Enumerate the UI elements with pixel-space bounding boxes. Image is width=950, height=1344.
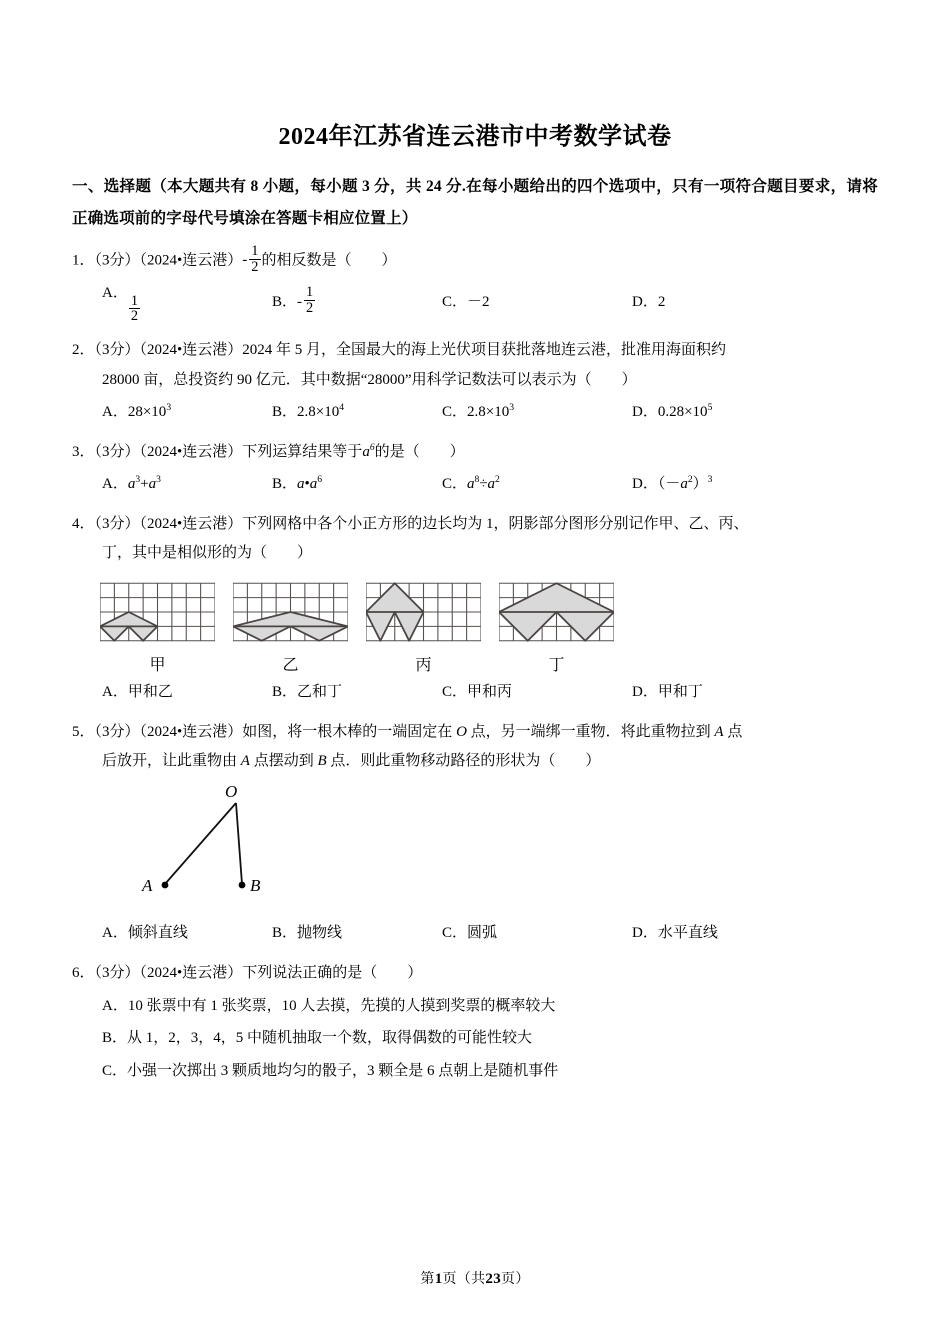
option-5-c[interactable] [442,918,632,948]
footer-suffix: 页） [501,1272,530,1287]
point-b-dot [239,881,246,888]
option-2-b[interactable] [272,397,442,427]
page-title: 2024年江苏省连云港市中考数学试卷 [278,124,672,150]
exponent: 2 [495,474,500,486]
figure-ding-svg [499,581,614,643]
footer-middle: 页（共 [442,1272,486,1287]
option-label: A． [102,285,128,302]
exponent: 6 [369,441,375,453]
option-text: 抛物线 [297,924,343,941]
question-6 [72,959,878,1087]
question-2-number: 2． [72,342,95,359]
q5-line2-post: 点．则此重物移动路径的形状为（ ） [326,753,601,770]
option-label: D． [632,293,658,310]
question-5-source: （2024•连云港） [139,724,243,741]
option-label: B． [272,293,298,310]
option-1-b[interactable] [272,284,442,317]
question-3-number: 3． [72,443,95,460]
option-text: 2.8×10 [297,403,340,420]
exponent: 2 [687,474,693,486]
option-3-c[interactable] [442,469,632,499]
question-1-options [72,278,878,325]
operator: ÷ [479,476,488,493]
option-1-a[interactable] [102,278,272,325]
question-4-stem [72,510,878,539]
question-1-number: 1． [72,252,95,269]
option-1-c[interactable] [442,287,632,317]
variable-a: a [487,476,496,493]
pendulum-label-o: O [225,782,238,801]
option-4-d[interactable] [632,677,812,707]
variable-a: a [467,476,475,493]
question-3-source: （2024•连云港） [139,443,243,460]
question-3-score: （3分） [94,443,140,460]
question-5-figure [72,783,878,916]
option-label: B． [272,924,298,941]
operator: + [140,476,149,493]
point-a-label: A [714,724,724,741]
question-1-stem [72,243,878,276]
pendulum-rod-b [236,803,242,884]
question-3-stem [72,438,878,467]
question-6-stem-text: 下列说法正确的是（ ） [242,964,423,981]
figure-jia [100,581,215,675]
question-3-stem-post: 的是（ ） [374,443,465,460]
question-4-line2: 丁，其中是相似形的为（ ） [102,545,313,562]
option-text: －2 [467,293,490,310]
question-2-stem [72,336,878,365]
exponent: 3 [707,474,713,486]
question-1 [72,243,878,326]
denominator: 2 [306,299,314,316]
question-5-line2 [72,747,878,776]
option-text: 2.8×10 [467,403,510,420]
option-label: D． [632,924,658,941]
question-2-line2: 28000 亩，总投资约 90 亿元．其中数据“28000”用科学记数法可以表示为（ ） [102,371,637,388]
question-1-stem-tail: 的相反数是（ ） [261,252,397,269]
footer-page-number: 1 [434,1271,443,1287]
question-1-score: （3分） [94,252,140,269]
figure-bing [366,581,481,675]
question-6-score: （3分） [94,964,140,981]
option-5-b[interactable] [272,918,442,948]
option-text: 小强一次掷出 3 颗质地均匀的骰子，3 颗全是 6 点朝上是随机事件 [127,1062,559,1079]
option-text: 乙和丁 [297,684,343,701]
question-4-score: （3分） [94,516,140,533]
option-label: B． [272,403,298,420]
question-2 [72,336,878,427]
question-4 [72,510,878,707]
question-4-options [72,677,878,707]
option-text: 甲和丙 [467,684,513,701]
option-3-b[interactable] [272,469,442,499]
question-2-source: （2024•连云港） [139,342,243,359]
figure-bing-svg [366,581,481,643]
question-5-stem [72,718,878,747]
option-text: 2 [657,293,666,310]
denominator: 2 [130,308,139,325]
option-label: A． [102,998,128,1015]
numerator: 1 [251,243,259,260]
question-6-stem [72,959,878,988]
point-a-label: A [240,753,250,770]
denominator: 2 [251,258,259,275]
figure-ding-caption: 丁 [548,656,565,674]
exponent: 3 [135,474,141,486]
question-5-line1-post: 点，另一端绑一重物．将此重物拉到 [466,724,715,741]
question-5-line1-end: 点 [723,724,743,741]
pendulum-label-b: B [250,875,261,895]
numerator: 1 [306,284,314,301]
option-label: B． [272,476,298,493]
question-6-number: 6． [72,964,95,981]
option-label: B． [102,1030,128,1047]
exponent: 3 [509,401,515,413]
option-2-c[interactable] [442,397,632,427]
question-5-score: （3分） [94,724,140,741]
option-6-a[interactable] [102,990,878,1022]
exponent: 8 [474,474,480,486]
q5-line2-pre: 后放开，让此重物由 [102,753,241,770]
option-4-b[interactable] [272,677,442,707]
variable-a: a [362,443,370,460]
exponent: 6 [317,474,323,486]
figure-yi [233,581,348,675]
question-1-math [242,243,261,276]
option-2-d[interactable] [632,397,812,427]
variable-a: a [127,476,136,493]
option-4-a[interactable] [102,677,272,707]
option-label: B． [272,684,298,701]
question-4-source: （2024•连云港） [139,516,243,533]
point-b-label: B [317,753,327,770]
exponent: 5 [707,401,713,413]
option-label: C． [442,403,468,420]
question-2-line1: 2024 年 5 月，全国最大的海上光伏项目获批落地连云港，批准用海面积约 [242,342,727,359]
question-2-score: （3分） [94,342,140,359]
minus-sign: - [297,293,303,310]
question-6-source: （2024•连云港） [139,964,243,981]
option-6-c[interactable] [102,1055,878,1087]
question-4-number: 4． [72,516,95,533]
figure-jia-caption: 甲 [149,656,166,674]
footer-prefix: 第 [420,1272,435,1287]
page-footer [0,1268,950,1288]
point-o-label: O [456,724,467,741]
question-5-number: 5． [72,724,95,741]
pendulum-rod-a [165,803,236,884]
option-label: C． [442,293,468,310]
option-text: 倾斜直线 [127,924,188,941]
option-label: C． [102,1062,128,1079]
operator: • [304,476,310,493]
open-paren: （－ [657,476,681,493]
variable-a: a [309,476,318,493]
figure-bing-caption: 丙 [415,656,432,674]
option-3-d[interactable] [632,469,812,499]
question-6-options [72,990,878,1087]
question-3-stem-pre: 下列运算结果等于 [242,443,363,460]
question-3 [72,438,878,499]
question-2-options [72,397,878,427]
exponent: 4 [339,401,345,413]
question-1-source: （2024•连云港） [139,252,243,269]
option-text: 圆弧 [467,924,498,941]
question-3-options [72,469,878,499]
variable-a: a [148,476,157,493]
section-heading: 一、选择题（本大题共有 8 小题，每小题 3 分，共 24 分.在每小题给出的四个选项中，只有一项符合题目要求，请将正确选项前的字母代号填涂在答题卡相应位置上） [72,178,878,227]
option-text: 从 1，2，3，4，5 中随机抽取一个数，取得偶数的可能性较大 [127,1030,533,1047]
option-4-c[interactable] [442,677,632,707]
pendulum-label-a: A [142,875,153,895]
question-5 [72,718,878,948]
question-4-figures [72,581,878,675]
exponent: 3 [166,401,172,413]
option-text: 水平直线 [657,924,718,941]
option-label: A． [102,684,128,701]
option-label: D． [632,403,658,420]
question-5-options [72,918,878,948]
option-label: A． [102,476,128,493]
figure-ding [499,581,614,675]
figure-jia-svg [100,581,215,643]
point-a-dot [162,881,169,888]
option-3-a[interactable] [102,469,272,499]
option-label: D． [632,684,658,701]
footer-total-pages: 23 [485,1271,502,1287]
option-label: C． [442,684,468,701]
option-label: A． [102,403,128,420]
figure-yi-caption: 乙 [282,656,299,674]
option-text: 0.28×10 [657,403,708,420]
option-5-a[interactable] [102,918,272,948]
pendulum-svg [132,783,347,905]
option-text: 28×10 [127,403,167,420]
q5-line2-mid: 点摆动到 [249,753,318,770]
question-5-line1-pre: 如图，将一根木棒的一端固定在 [242,724,457,741]
option-6-b[interactable] [102,1022,878,1054]
option-label: C． [442,476,468,493]
option-label: C． [442,924,468,941]
option-2-a[interactable] [102,397,272,427]
option-5-d[interactable] [632,918,812,948]
variable-a: a [297,476,305,493]
option-text: 甲和丁 [657,684,703,701]
option-1-d[interactable] [632,287,812,317]
variable-a: a [680,476,688,493]
exponent: 3 [156,474,161,486]
figure-yi-svg [233,581,348,643]
question-4-line1: 下列网格中各个小正方形的边长均为 1，阴影部分图形分别记作甲、乙、丙、 [242,516,749,533]
minus-sign: - [242,252,248,269]
option-text: 甲和乙 [127,684,173,701]
numerator: 1 [130,292,139,309]
close-paren: ） [692,476,708,493]
option-label: A． [102,924,128,941]
option-label: D． [632,476,658,493]
option-text: 10 张票中有 1 张奖票，10 人去摸，先摸的人摸到奖票的概率较大 [127,998,556,1015]
